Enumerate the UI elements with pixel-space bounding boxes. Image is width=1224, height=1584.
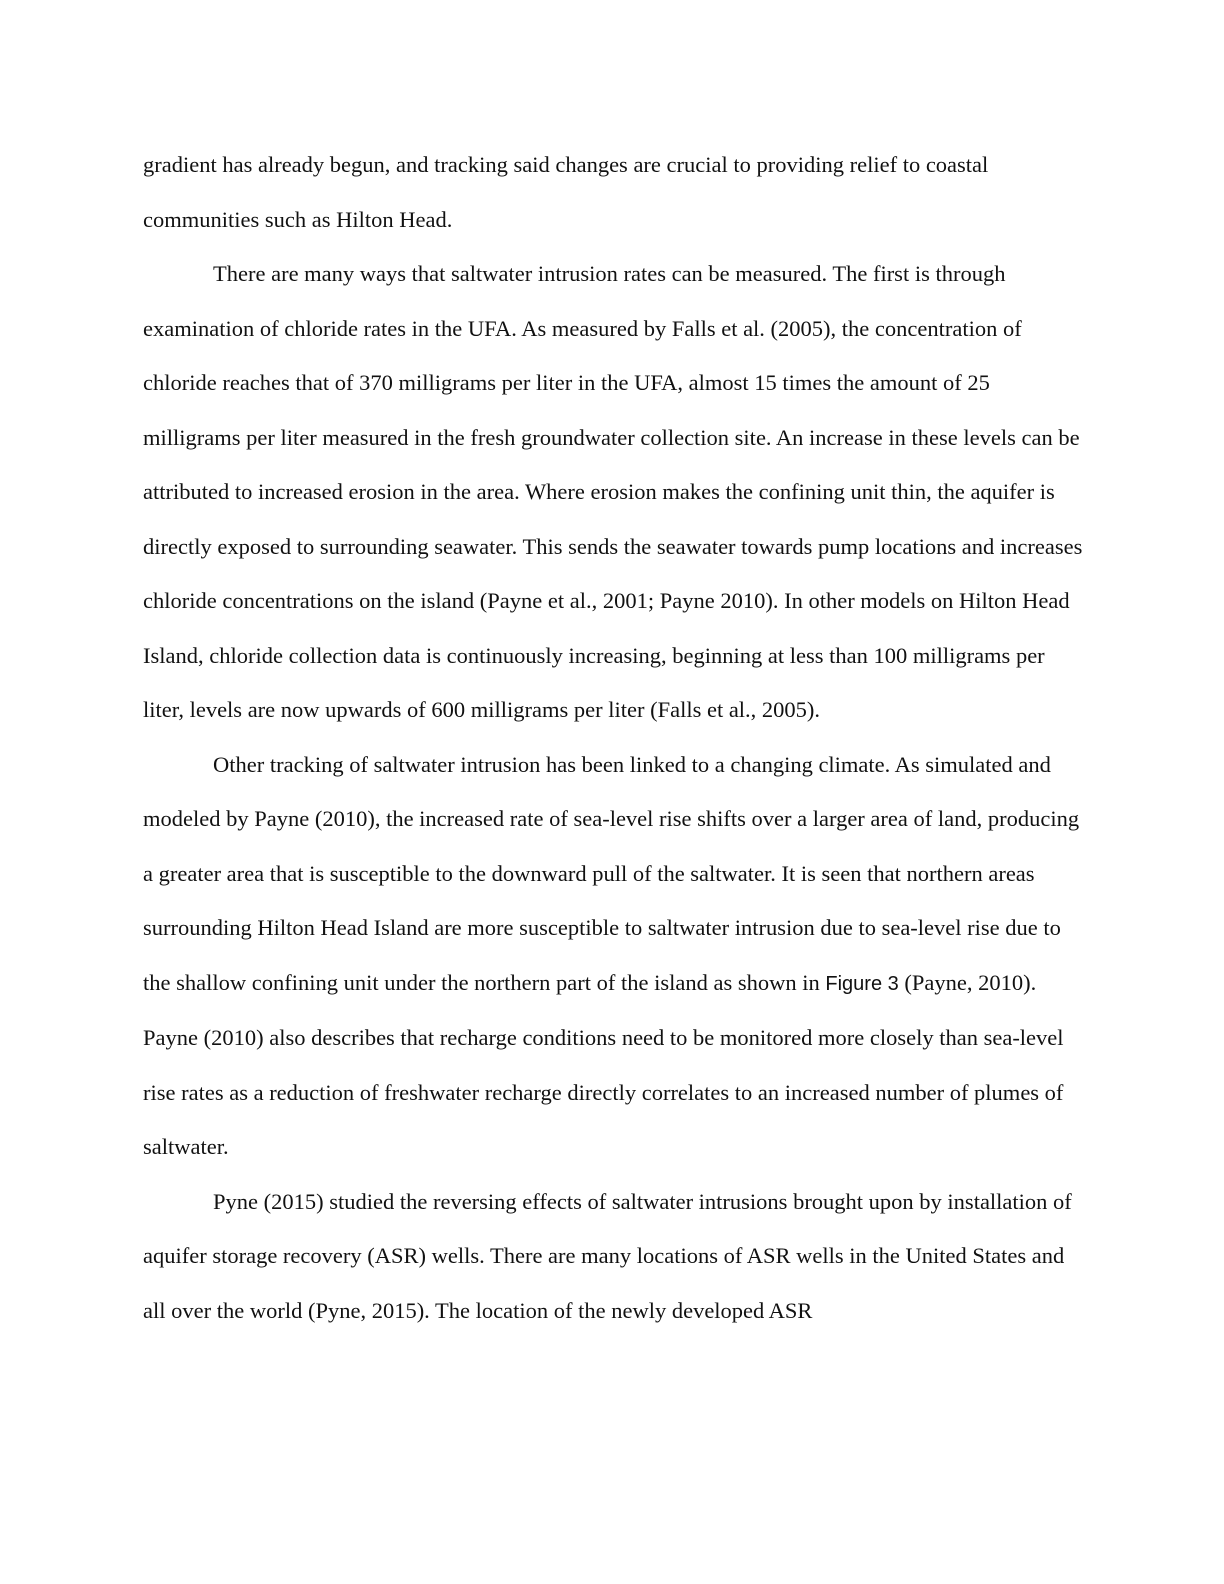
paragraph-measurement-methods: There are many ways that saltwater intrusion rates can be measured. The first is through examination of chloride rates in the UFA. As measured by Falls et al. (2005), the concentration of chloride reaches that of 370 milligrams per liter in the UFA, almost 15 times the amount of 25 milligrams per liter measured in the fresh groundwater collection site. An increase in these levels can be attributed to increased erosion in the area. Where erosion makes the confining unit thin, the aquifer is directly exposed to surrounding seawater. This sends the seawater towards pump locations and increases chloride concentrations on the island (Payne et al., 2001; Payne 2010). In other models on Hilton Head Island, chloride collection data is continuously increasing, beginning at less than 100 milligrams per liter, levels are now upwards of 600 milligrams per liter (Falls et al., 2005). xyxy=(143,261,1083,722)
figure-reference-link[interactable]: Figure 3 xyxy=(825,972,899,995)
document-body xyxy=(143,138,1083,1338)
paragraph-asr-wells: Pyne (2015) studied the reversing effects of saltwater intrusions brought upon by installation of aquifer storage recovery (ASR) wells. There are many locations of ASR wells in the United States and all over the world (Pyne, 2015). The location of the newly developed ASR xyxy=(143,1188,1072,1323)
paragraph-climate-text-end: (Payne, 2010). Payne (2010) also describes that recharge conditions need to be monitored more closely than sea-level rise rates as a reduction of freshwater recharge directly correlates to an increased number of plumes of saltwater. xyxy=(143,969,1064,1159)
paragraph-gradient: gradient has already begun, and tracking said changes are crucial to providing relief to coastal communities such as Hilton Head. xyxy=(143,152,989,232)
paragraph-climate-tracking xyxy=(143,738,1083,1175)
paragraph-climate-text-start: Other tracking of saltwater intrusion has been linked to a changing climate. As simulated and modeled by Payne (2010), the increased rate of sea-level rise shifts over a larger area of land, producing a greater area that is susceptible to the downward pull of the saltwater. It is seen that northern areas surrounding Hilton Head Island are more susceptible to saltwater intrusion due to sea-level rise due to the shallow confining unit under the northern part of the island as shown in xyxy=(143,751,1080,995)
